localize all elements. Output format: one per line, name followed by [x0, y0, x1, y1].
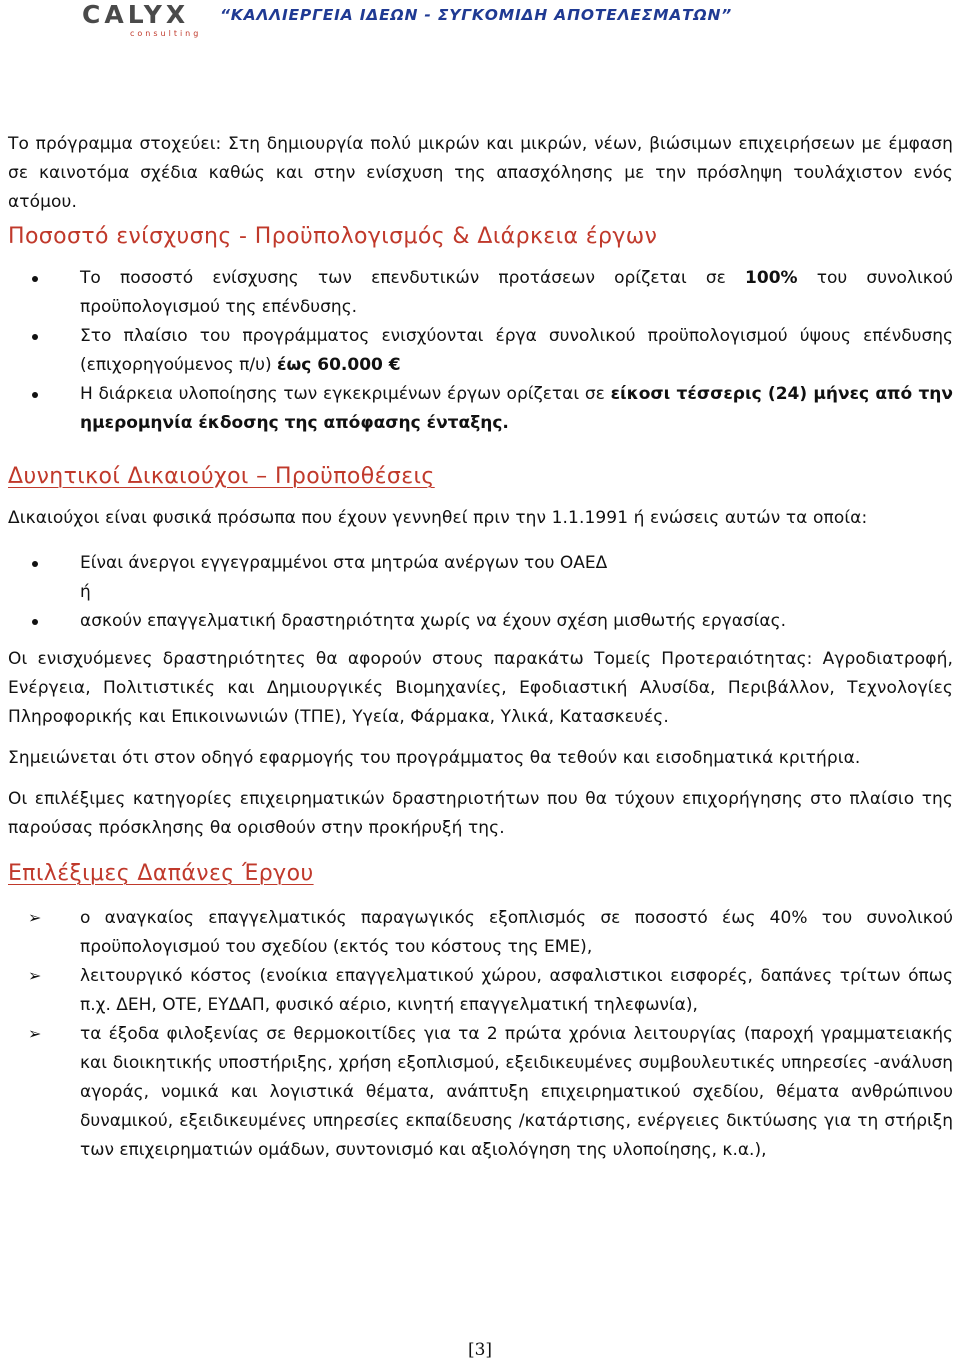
section-heading-funding: Ποσοστό ενίσχυσης - Προϋπολογισμός & Διάρκεια έργων [8, 224, 658, 249]
document-body [8, 130, 953, 1165]
list-item: Το ποσοστό ενίσχυσης των επενδυτικών προτάσεων ορίζεται σε 100% του συνολικού προϋπολογισμού της επένδυσης. [8, 264, 953, 322]
page-number: [3] [467, 1340, 493, 1360]
arrow-bullet-icon: ➢ [28, 1024, 42, 1043]
arrow-bullet-icon: ➢ [28, 966, 42, 985]
list-item: ➢ τα έξοδα φιλοξενίας σε θερμοκοιτίδες για τα 2 πρώτα χρόνια λειτουργίας (παροχή γραμματειακής και διοικητικής υποστήριξης, χρήση εξοπλισμού, εξειδικευμένες συμβουλευτικές υπηρεσίες -ανάλυση αγοράς, νομικά και λογιστικά θέματα, ανάπτυξη επιχειρηματικού σχεδίου, θέματα ανθρώπινου δυναμικού, εξειδικευμένες υπηρεσίες εκπαίδευσης /κατάρτισης, ενέργειες δικτύωσης για τη στήριξη των επιχειρηματιών ομάδων, συντονισμό και αξιολόγηση της υλοποίησης, κ.α.), [28, 1024, 953, 1160]
list-item: ασκούν επαγγελματική δραστηριότητα χωρίς να έχουν σχέση μισθωτής εργασίας. [8, 607, 953, 636]
beneficiaries-bullets-2 [8, 607, 953, 636]
beneficiaries-bullets [8, 549, 953, 578]
arrow-bullet-icon: ➢ [28, 908, 42, 927]
bullet-dot-icon [32, 392, 38, 398]
list-item: Η διάρκεια υλοποίησης των εγκεκριμένων έργων ορίζεται σε είκοσι τέσσερις (24) μήνες από την ημερομηνία έκδοσης της απόφασης ένταξης. [8, 380, 953, 438]
calyx-logo [82, 2, 210, 38]
bullet-dot-icon [32, 334, 38, 340]
bullet-dot-icon [32, 561, 38, 567]
funding-bullets [8, 264, 953, 438]
logo-subtitle: consulting [130, 29, 202, 38]
page-header [0, 0, 960, 42]
intro-paragraph: Το πρόγραμμα στοχεύει: Στη δημιουργία πολύ μικρών και μικρών, νέων, βιώσιμων επιχειρήσεων με έμφαση σε καινοτόμα σχέδια καθώς και στην ενίσχυση της απασχόλησης με την πρόσληψη τουλάχιστον ενός ατόμου. [8, 134, 953, 212]
bullet-dot-icon [32, 276, 38, 282]
beneficiaries-intro: Δικαιούχοι είναι φυσικά πρόσωπα που έχουν γεννηθεί πριν την 1.1.1991 ή ενώσεις αυτών τα οποία: [8, 508, 868, 528]
list-item: Είναι άνεργοι εγγεγραμμένοι στα μητρώα ανέργων του ΟΑΕΔ [8, 549, 953, 578]
list-item: ➢ ο αναγκαίος επαγγελματικός παραγωγικός εξοπλισμός σε ποσοστό έως 40% του συνολικού προϋπολογισμού του σχεδίου (εκτός του κόστους της ΕΜΕ), [28, 908, 953, 957]
income-criteria-paragraph: Σημειώνεται ότι στον οδηγό εφαρμογής του προγράμματος θα τεθούν και εισοδηματικά κριτήρια. [8, 748, 861, 768]
bullet-dot-icon [32, 619, 38, 625]
logo-text: CALYX [82, 0, 190, 29]
header-tagline: “ΚΑΛΛΙΕΡΓΕΙΑ ΙΔΕΩΝ - ΣΥΓΚΟΜΙΔΗ ΑΠΟΤΕΛΕΣΜΑΤΩΝ” [220, 6, 733, 24]
expenses-list [8, 904, 953, 1165]
or-separator: ή [80, 582, 91, 602]
priority-sectors-paragraph: Οι ενισχυόμενες δραστηριότητες θα αφορούν στους παρακάτω Τομείς Προτεραιότητας: Αγροδιατροφή, Ενέργεια, Πολιτιστικές και Δημιουργικές Βιομηχανίες, Εφοδιαστική Αλυσίδα, Περιβάλλον, Τεχνολογίες Πληροφορικής και Επικοινωνιών (ΤΠΕ), Υγεία, Φάρμακα, Υλικά, Κατασκευές. [8, 649, 953, 727]
list-item: Στο πλαίσιο του προγράμματος ενισχύονται έργα συνολικού προϋπολογισμού ύψους επένδυσης (επιχορηγούμενος π/υ) έως 60.000 € [8, 322, 953, 380]
list-item: ➢ λειτουργικό κόστος (ενοίκια επαγγελματικού χώρου, ασφαλιστικοι εισφορές, δαπάνες τρίτων όπως π.χ. ΔΕΗ, ΟΤΕ, ΕΥΔΑΠ, φυσικό αέριο, κινητή επαγγελματική τηλεφωνία), [28, 966, 953, 1015]
section-heading-beneficiaries: Δυνητικοί Δικαιούχοι – Προϋποθέσεις [8, 464, 435, 489]
eligible-activities-paragraph: Οι επιλέξιμες κατηγορίες επιχειρηματικών δραστηριοτήτων που θα τύχουν επιχορήγησης στο πλαίσιο της παρούσας πρόσκλησης θα ορισθούν στην προκήρυξή της. [8, 789, 953, 838]
section-heading-expenses: Επιλέξιμες Δαπάνες Έργου [8, 861, 314, 886]
